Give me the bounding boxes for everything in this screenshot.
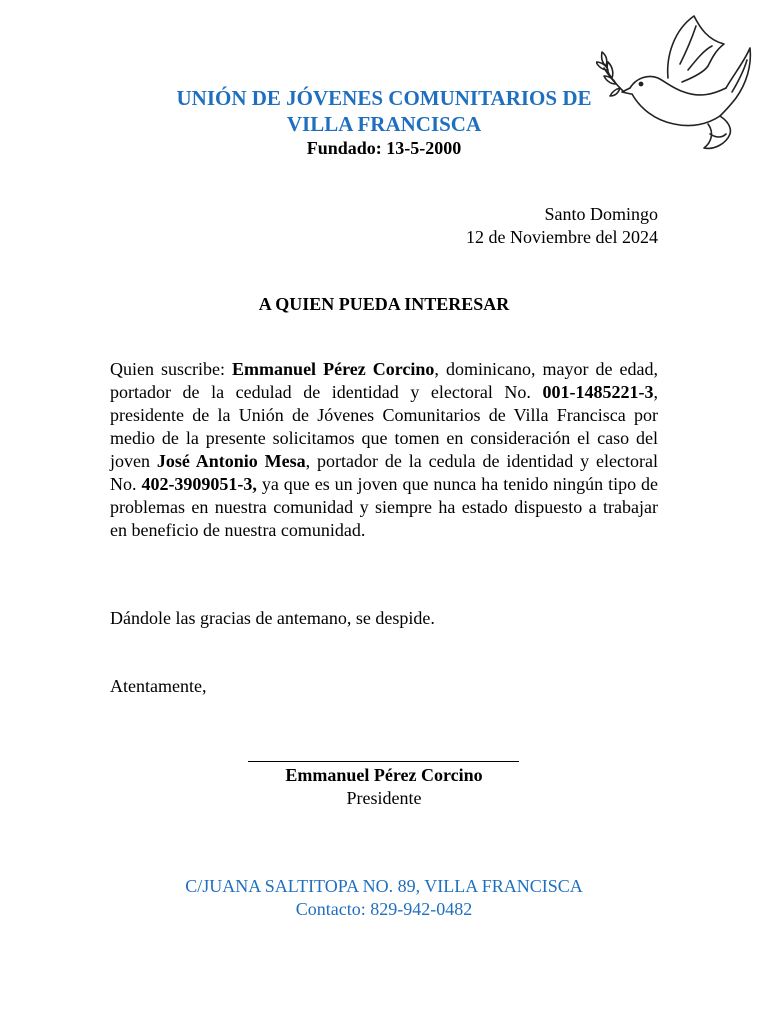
city: Santo Domingo (544, 204, 658, 224)
dove-with-olive-branch-icon (596, 8, 756, 163)
organization-name-line2: VILLA FRANCISCA (286, 112, 482, 136)
letter-body (110, 358, 658, 542)
signer-name-inline: Emmanuel Pérez Corcino (232, 359, 435, 379)
body-intro: Quien suscribe: (110, 359, 233, 379)
body-text-2: , presidente de la Unión de Jóvenes Comunitarios de Villa Francisca por medio de la presente solicitamos que tomen en consideración el caso del joven (110, 382, 658, 471)
closing-line: Atentamente, (110, 676, 207, 696)
footer-address: C/JUANA SALTITOPA NO. 89, VILLA FRANCISCA (185, 876, 583, 896)
body-text-3: , portador de la cedula de identidad y electoral No. (110, 451, 659, 494)
organization-name-line1: UNIÓN DE JÓVENES COMUNITARIOS DE (176, 86, 592, 110)
place-and-date (466, 203, 658, 249)
body-text-4: ya que es un joven que nunca ha tenido ningún tipo de problemas en nuestra comunidad y siempre ha estado dispuesto a trabajar en beneficio de nuestra comunidad. (110, 474, 659, 540)
signature-line (248, 761, 519, 762)
signer-name: Emmanuel Pérez Corcino (285, 765, 483, 785)
subject-person-name: José Antonio Mesa (156, 451, 306, 471)
thanks-line: Dándole las gracias de antemano, se despide. (110, 608, 435, 628)
subject-person-id: 402-3909051-3, (141, 474, 257, 494)
founded-date: Fundado: 13-5-2000 (306, 138, 462, 158)
signer-id: 001-1485221-3 (542, 382, 654, 402)
signer-title: Presidente (346, 788, 422, 808)
footer-contact: Contacto: 829-942-0482 (295, 899, 473, 919)
letter-date: 12 de Noviembre del 2024 (466, 227, 658, 247)
letter-subject: A QUIEN PUEDA INTERESAR (258, 294, 510, 314)
body-text-1: , dominicano, mayor de edad, portador de la cedulad de identidad y electoral No. (110, 359, 658, 402)
